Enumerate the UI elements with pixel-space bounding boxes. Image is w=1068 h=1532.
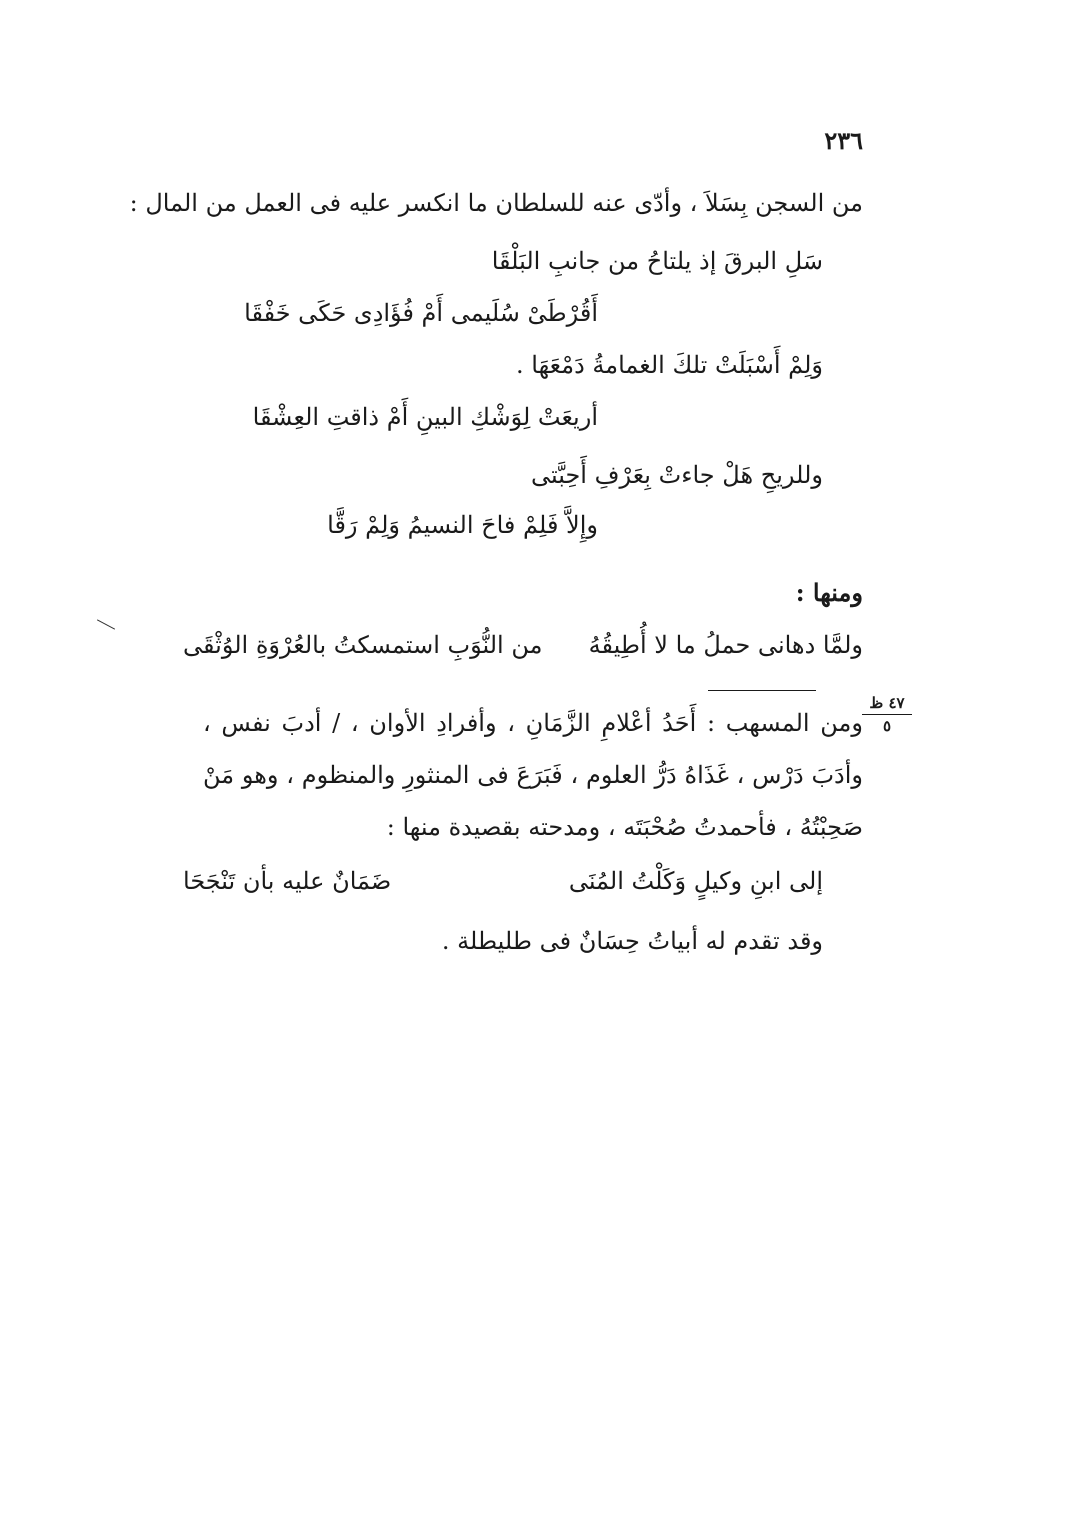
verse-1-first-hemistich: سَلِ البرقَ إذ يلتاحُ من جانبِ البَلْقَا bbox=[491, 247, 823, 275]
verse-5 bbox=[183, 864, 823, 898]
verse-4-first-hemistich: ولمَّا دهانى حملُ ما لا أُطِيقُهُ bbox=[588, 631, 863, 659]
verse-5-first-hemistich: إلى ابنِ وكيلٍ وَكَلْتُ المُنَى bbox=[568, 867, 823, 895]
verse-2-second-hemistich: أريعَتْ لِوَشْكِ البينِ أَمْ ذاقتِ العِشْقَا bbox=[252, 403, 598, 431]
page-number: ٢٣٦ bbox=[824, 126, 863, 155]
verse-4-second-hemistich: من النُّوَبِ استمسكتُ بالعُرْوَةِ الوُثْقَى bbox=[183, 631, 543, 659]
verse-3-first-hemistich: وللريحِ هَلْ جاءتْ بِعَرْفِ أَحِبَّتى bbox=[530, 461, 823, 489]
minha-label: ومنها : bbox=[795, 578, 863, 607]
verse-4 bbox=[183, 628, 863, 662]
verse-2-first-hemistich: وَلِمْ أَسْبَلَتْ تلكَ الغمامةُ دَمْعَهَا . bbox=[516, 351, 823, 379]
verse-1-second-hemistich: أَقُرْطَىْ سُلَيمى أَمْ فُؤَادِى حَكَى خَفْقَا bbox=[244, 299, 598, 327]
verse-3-second-hemistich: وإِلاَّ فَلِمْ فاحَ النسيمُ وَلِمْ رَقَّا bbox=[327, 511, 598, 539]
folio-number: ٤٧ ظ bbox=[862, 694, 912, 715]
manuscript-folio-marker bbox=[862, 694, 912, 735]
paragraph-line-2: وأدَبَ دَرْس ، غَذَاهُ دَرُّ العلوم ، فَبَرَعَ فى المنثورِ والمنظوم ، وهو مَنْ bbox=[203, 761, 863, 789]
verse-5-second-hemistich: ضَمَانٌ عليه بأن تَنْجَحَا bbox=[183, 867, 392, 895]
intro-line: من السجن بِسَلاَ ، وأدّى عنه للسلطان ما انكسر عليه فى العمل من المال : bbox=[129, 189, 863, 217]
folio-subnumber: ٥ bbox=[882, 717, 892, 735]
paragraph-line-1: ومن المسهب : أَحَدُ أعْلامِ الزَّمَانِ ، وأفرادِ الأوان ، / أدبَ نفس ، bbox=[203, 709, 863, 737]
paragraph-line-3: صَحِبْتُهُ ، فأحمدتُ صُحْبَتَه ، ومدحته بقصيدة منها : bbox=[386, 813, 863, 841]
section-rule bbox=[708, 690, 816, 691]
margin-stroke bbox=[97, 619, 115, 629]
closing-line: وقد تقدم له أبياتُ حِسَانٌ فى طليطلة . bbox=[441, 927, 823, 955]
